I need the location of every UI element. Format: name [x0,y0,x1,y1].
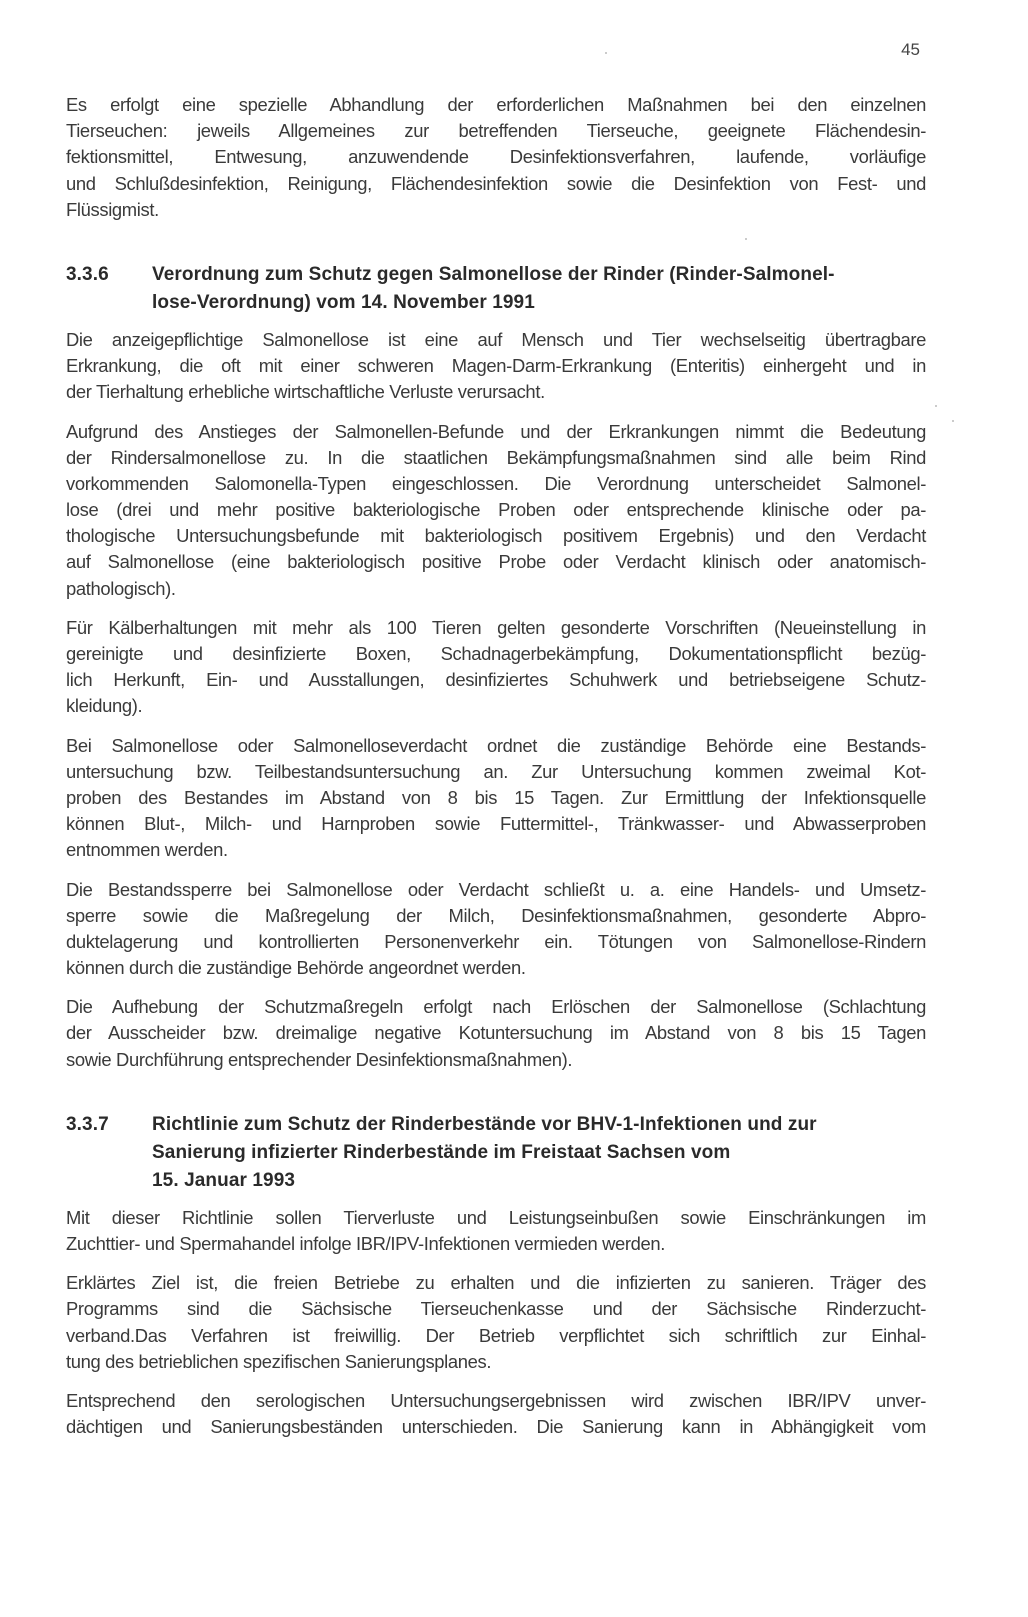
text-line: Flüssigmist. [66,198,159,220]
body-paragraph [66,1388,926,1440]
text-line: sowie Durchführung entsprechender Desinfektionsmaßnahmen). [66,1048,573,1070]
body-paragraph [66,994,926,1073]
section-title-line: 15. Januar 1993 [152,1169,296,1191]
section-heading [66,1111,926,1195]
section-title-line: Sanierung infizierter Rinderbestände im Freistaat Sachsen vom [152,1141,731,1163]
section-number: 3.3.6 [66,263,109,285]
text-line: Die anzeigepflichtige Salmonellose ist eine auf Mensch und Tier wechselseitig übertragbare [66,328,926,350]
text-line: Erklärtes Ziel ist, die freien Betriebe zu erhalten und die infizierten zu sanieren. Träger des [66,1272,926,1294]
text-line: kleidung). [66,695,143,717]
text-line: vorkommenden Salomonella-Typen eingeschlossen. Die Verordnung unterscheidet Salmonel- [66,472,926,494]
body-paragraph [66,419,926,602]
text-line: thologische Untersuchungsbefunde mit bakteriologisch positivem Ergebnis) und den Verdacht [66,525,926,547]
text-line: lich Herkunft, Ein- und Ausstallungen, desinfiziertes Schuhwerk und betriebseigene Schutz- [66,669,926,691]
body-paragraph [66,877,926,982]
text-line: Tierseuchen: jeweils Allgemeines zur betreffenden Tierseuche, geeignete Flächendesin- [66,120,926,142]
section-number: 3.3.7 [66,1113,109,1135]
section-title-line: lose-Verordnung) vom 14. November 1991 [152,291,535,313]
text-line: Bei Salmonellose oder Salmonelloseverdacht ordnet die zuständige Behörde eine Bestands- [66,734,926,756]
section-title [152,1111,926,1195]
text-line: Aufgrund des Anstieges der Salmonellen-Befunde und der Erkrankungen nimmt die Bedeutung [66,420,926,442]
text-line: dächtigen und Sanierungsbeständen unterschieden. Die Sanierung kann in Abhängigkeit vom [66,1416,926,1438]
text-line: Für Kälberhaltungen mit mehr als 100 Tieren gelten gesonderte Vorschriften (Neueinstellung in [66,616,926,638]
page-body [66,92,926,1453]
text-line: sperre sowie die Maßregelung der Milch, Desinfektionsmaßnahmen, gesonderte Abpro- [66,904,926,926]
text-line: lose (drei und mehr positive bakteriologische Proben oder entsprechende klinische oder pa- [66,499,926,521]
text-line: tung des betrieblichen spezifischen Sanierungsplanes. [66,1350,492,1372]
text-line: pathologisch). [66,577,176,599]
section-title-line: Verordnung zum Schutz gegen Salmonellose der Rinder (Rinder-Salmonel- [152,263,835,285]
body-paragraph [66,733,926,864]
text-line: Zuchttier- und Spermahandel infolge IBR/IPV-Infektionen vermieden werden. [66,1233,666,1254]
section-title-line: Richtlinie zum Schutz der Rinderbestände vor BHV-1-Infektionen und zur [152,1113,817,1135]
scan-speck [935,405,937,407]
section-heading [66,261,926,317]
text-line: der Ausscheider bzw. dreimalige negative Kotuntersuchung im Abstand von 8 bis 15 Tagen [66,1022,926,1044]
scan-speck [952,420,954,422]
page-number: 45 [901,40,920,59]
text-line: Es erfolgt eine spezielle Abhandlung der erforderlichen Maßnahmen bei den einzelnen [66,94,926,115]
text-line: gereinigte und desinfizierte Boxen, Schadnagerbekämpfung, Dokumentationspflicht bezüg- [66,643,926,664]
body-paragraph [66,1205,926,1257]
scan-speck [605,52,607,54]
text-line: der Rindersalmonellose zu. In die staatlichen Bekämpfungsmaßnahmen sind alle beim Rind [66,446,926,468]
text-line: Programms sind die Sächsische Tierseuchenkasse und der Sächsische Rinderzucht- [66,1298,926,1320]
text-line: können Blut-, Milch- und Harnproben sowie Futtermittel-, Tränkwasser- und Abwasserproben [66,813,926,835]
text-line: untersuchung bzw. Teilbestandsuntersuchung an. Zur Untersuchung kommen zweimal Kot- [66,760,926,782]
text-line: auf Salmonellose (eine bakteriologisch positive Probe oder Verdacht klinisch oder anatomisch- [66,551,926,573]
text-line: der Tierhaltung erhebliche wirtschaftliche Verluste verursacht. [66,381,545,403]
body-paragraph [66,615,926,720]
text-line: Mit dieser Richtlinie sollen Tierverluste und Leistungseinbußen sowie Einschränkungen im [66,1206,926,1228]
body-paragraph [66,1270,926,1375]
text-line: und Schlußdesinfektion, Reinigung, Flächendesinfektion sowie die Desinfektion von Fest- und [66,172,926,194]
body-paragraph [66,92,926,223]
text-line: Die Bestandssperre bei Salmonellose oder Verdacht schließt u. a. eine Handels- und Umsetz- [66,878,926,900]
text-line: proben des Bestandes im Abstand von 8 bis 15 Tagen. Zur Ermittlung der Infektionsquelle [66,786,926,808]
text-line: Entsprechend den serologischen Untersuchungsergebnissen wird zwischen IBR/IPV unver- [66,1389,926,1411]
text-line: Erkrankung, die oft mit einer schweren Magen-Darm-Erkrankung (Enteritis) einhergeht und in [66,355,926,377]
text-line: Die Aufhebung der Schutzmaßregeln erfolgt nach Erlöschen der Salmonellose (Schlachtung [66,996,926,1018]
body-paragraph [66,327,926,406]
text-line: verband.Das Verfahren ist freiwillig. Der Betrieb verpflichtet sich schriftlich zur Einhal- [66,1324,926,1346]
text-line: entnommen werden. [66,839,228,861]
scan-speck [745,238,747,240]
text-line: duktelagerung und kontrollierten Personenverkehr ein. Tötungen von Salmonellose-Rindern [66,930,926,952]
text-line: können durch die zuständige Behörde angeordnet werden. [66,957,526,979]
section-title [152,261,926,317]
text-line: fektionsmittel, Entwesung, anzuwendende Desinfektionsverfahren, laufende, vorläufige [66,146,926,168]
